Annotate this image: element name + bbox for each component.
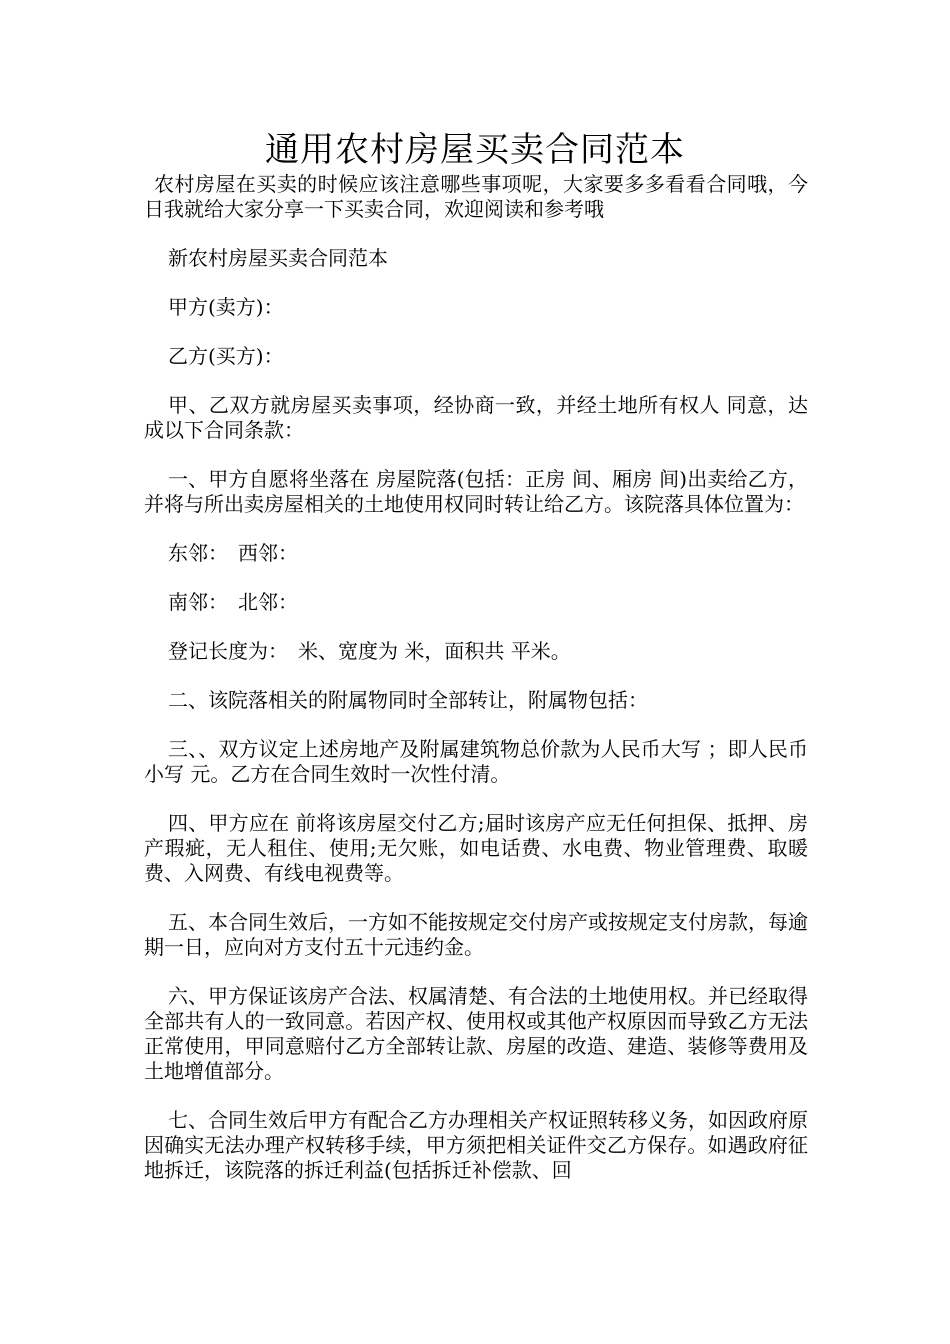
dimensions-line: 登记长度为： 米、宽度为 米，面积共 平米。 (168, 639, 571, 663)
boundary-south-north: 南邻： 北邻： (168, 590, 298, 614)
preamble-paragraph: 甲、乙双方就房屋买卖事项，经协商一致，并经土地所有权人 同意，达成以下合同条款： (144, 393, 808, 442)
boundary-east-west: 东邻： 西邻： (168, 541, 298, 565)
subheading: 新农村房屋买卖合同范本 (168, 246, 388, 270)
clause-6: 六、甲方保证该房产合法、权属清楚、有合法的土地使用权。并已经取得全部共有人的一致同意。若因产权、使用权或其他产权原因而导致乙方无法正常使用，甲同意赔付乙方全部转让款、房屋的改造、建造、装修等费用及土地增值部分。 (144, 984, 808, 1083)
intro-paragraph: 农村房屋在买卖的时候应该注意哪些事项呢，大家要多多看看合同哦，今日我就给大家分享一下买卖合同，欢迎阅读和参考哦 (144, 172, 808, 221)
clause-1: 一、甲方自愿将坐落在 房屋院落(包括：正房 间、厢房 间)出卖给乙方，并将与所出卖房屋相关的土地使用权同时转让给乙方。该院落具体位置为： (144, 467, 808, 516)
party-a-line: 甲方(卖方)： (168, 295, 284, 319)
clause-2: 二、该院落相关的附属物同时全部转让，附属物包括： (168, 688, 648, 712)
document-body (144, 172, 808, 1207)
clause-4: 四、甲方应在 前将该房屋交付乙方;届时该房产应无任何担保、抵押、房产瑕疵，无人租住、使用;无欠账，如电话费、水电费、物业管理费、取暖费、入网费、有线电视费等。 (144, 811, 808, 885)
document-title: 通用农村房屋买卖合同范本 (265, 130, 685, 170)
clause-3: 三、、双方议定上述房地产及附属建筑物总价款为人民币大写 ；即人民币小写 元。乙方在合同生效时一次性付清。 (144, 737, 808, 786)
clause-7: 七、合同生效后甲方有配合乙方办理相关产权证照转移义务，如因政府原因确实无法办理产权转移手续，甲方须把相关证件交乙方保存。如遇政府征地拆迁，该院落的拆迁利益(包括拆迁补偿款、回 (144, 1108, 808, 1182)
party-b-line: 乙方(买方)： (168, 344, 284, 368)
clause-5: 五、本合同生效后，一方如不能按规定交付房产或按规定支付房款，每逾期一日，应向对方支付五十元违约金。 (144, 910, 808, 959)
